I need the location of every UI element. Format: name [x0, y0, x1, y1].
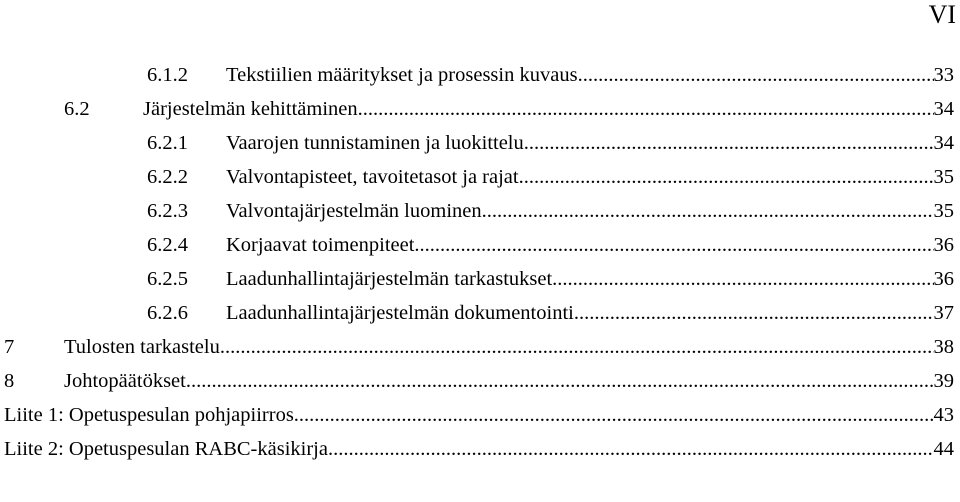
- toc-entry-title: Johtopäätökset: [64, 370, 186, 392]
- dot-leader: [578, 58, 934, 92]
- dot-leader: [482, 194, 934, 228]
- toc-entry-page: 34: [933, 132, 954, 154]
- toc-entry-number: 6.2.6: [147, 302, 188, 324]
- toc-entry-page: 35: [933, 166, 954, 188]
- toc-entry-number: 6.2.4: [147, 234, 188, 256]
- toc-entry-title: Liite 2: Opetuspesulan RABC-käsikirja: [4, 438, 328, 460]
- toc-entry-title: Laadunhallintajärjestelmän tarkastukset: [226, 268, 553, 290]
- toc-entry-title: Vaarojen tunnistaminen ja luokittelu: [226, 132, 524, 154]
- toc-entry-title: Valvontapisteet, tavoitetasot ja rajat: [226, 166, 519, 188]
- toc-entry-number: 8: [4, 370, 15, 392]
- dot-leader: [519, 160, 934, 194]
- toc-entry-page: 36: [933, 234, 954, 256]
- toc-entry-number: 6.2: [64, 98, 90, 120]
- page-number: VI: [928, 0, 956, 29]
- dot-leader: [358, 92, 934, 126]
- toc-entry[interactable]: [0, 126, 960, 160]
- toc-entry-title: Liite 1: Opetuspesulan pohjapiirros: [4, 404, 294, 426]
- toc-entry-page: 39: [933, 370, 954, 392]
- toc-entry[interactable]: [0, 228, 960, 262]
- toc-entry-page: 44: [933, 438, 954, 460]
- dot-leader: [294, 398, 934, 432]
- dot-leader: [574, 296, 934, 330]
- toc-entry[interactable]: [0, 92, 960, 126]
- toc-entry-number: 6.2.5: [147, 268, 188, 290]
- toc-entry-page: 36: [933, 268, 954, 290]
- toc-entry[interactable]: [0, 194, 960, 228]
- toc-entry-title: Valvontajärjestelmän luominen: [226, 200, 482, 222]
- toc-entry-page: 34: [933, 98, 954, 120]
- toc-entry-number: 7: [4, 336, 15, 358]
- dot-leader: [552, 262, 933, 296]
- toc-entry[interactable]: [0, 296, 960, 330]
- toc-entry-title: Tekstiilien määritykset ja prosessin kuvaus: [226, 64, 578, 86]
- toc-entry[interactable]: [0, 432, 960, 466]
- toc-entry[interactable]: [0, 262, 960, 296]
- toc-entry[interactable]: [0, 160, 960, 194]
- toc-entry-number: 6.2.3: [147, 200, 188, 222]
- dot-leader: [524, 126, 934, 160]
- table-of-contents: [0, 58, 960, 466]
- toc-entry-number: 6.1.2: [147, 64, 188, 86]
- toc-entry-page: 43: [933, 404, 954, 426]
- toc-entry[interactable]: [0, 398, 960, 432]
- toc-entry-title: Korjaavat toimenpiteet: [226, 234, 415, 256]
- toc-entry-page: 38: [933, 336, 954, 358]
- toc-entry-page: 35: [933, 200, 954, 222]
- toc-entry-page: 33: [933, 64, 954, 86]
- toc-entry-title: Tulosten tarkastelu: [64, 336, 220, 358]
- toc-entry-number: 6.2.2: [147, 166, 188, 188]
- toc-entry[interactable]: [0, 330, 960, 364]
- toc-entry[interactable]: [0, 58, 960, 92]
- dot-leader: [186, 364, 934, 398]
- toc-entry-page: 37: [933, 302, 954, 324]
- toc-entry-title: Laadunhallintajärjestelmän dokumentointi: [226, 302, 574, 324]
- dot-leader: [220, 330, 934, 364]
- toc-entry-title: Järjestelmän kehittäminen: [143, 98, 358, 120]
- dot-leader: [328, 432, 934, 466]
- toc-entry-number: 6.2.1: [147, 132, 188, 154]
- dot-leader: [414, 228, 933, 262]
- toc-entry[interactable]: [0, 364, 960, 398]
